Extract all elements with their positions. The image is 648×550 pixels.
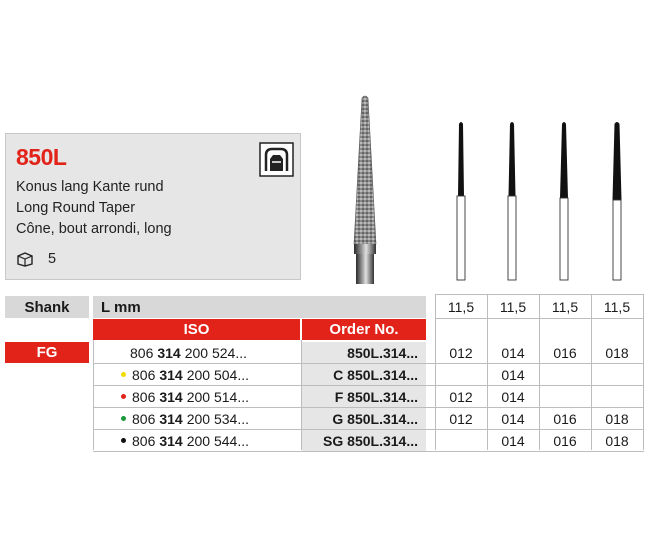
- iso-number: 806 314 200 534...: [121, 408, 249, 429]
- size-cell: 012: [449, 410, 473, 427]
- iso-number: 806 314 200 514...: [121, 386, 249, 407]
- iso-number: 806 314 200 524...: [130, 344, 247, 361]
- order-number: G 850L.314...: [302, 408, 426, 429]
- size-cell: 016: [553, 410, 577, 427]
- table-row: [0, 386, 648, 407]
- pack-quantity-value: 5: [48, 251, 57, 267]
- length-value: 11,5: [603, 298, 631, 315]
- table-row: [0, 364, 648, 385]
- table-row: [0, 408, 648, 429]
- table-row: [0, 430, 648, 451]
- grit-color-dot: [121, 438, 126, 443]
- iso-header: ISO: [93, 319, 300, 340]
- size-cell: 018: [605, 410, 629, 427]
- size-cell: 012: [449, 344, 473, 361]
- table-row: [0, 342, 648, 363]
- order-number: SG 850L.314...: [302, 430, 426, 451]
- size-cell: 016: [553, 344, 577, 361]
- iso-number: 806 314 200 504...: [121, 364, 249, 385]
- name-german: Konus lang Kante rund: [16, 179, 164, 195]
- size-cell: 014: [501, 432, 525, 449]
- size-cell: [592, 364, 642, 385]
- size-cell: [540, 386, 590, 407]
- length-value: 11,5: [499, 298, 527, 315]
- grit-color-dot: [121, 394, 126, 399]
- size-cell: 016: [553, 432, 577, 449]
- size-cell: 018: [605, 432, 629, 449]
- grit-color-dot: [121, 416, 126, 421]
- size-cell: [436, 364, 486, 385]
- grit-color-dot: [121, 372, 126, 377]
- length-header: L mm: [93, 296, 426, 318]
- iso-number: 806 314 200 544...: [121, 430, 249, 451]
- order-number: F 850L.314...: [302, 386, 426, 407]
- order-number: C 850L.314...: [302, 364, 426, 385]
- size-cell: [592, 386, 642, 407]
- order-number-header: Order No.: [302, 319, 426, 340]
- size-cell: 012: [449, 388, 473, 405]
- name-english: Long Round Taper: [16, 200, 136, 216]
- length-value: 11,5: [551, 298, 579, 315]
- size-cell: 018: [605, 344, 629, 361]
- order-number: 850L.314...: [302, 342, 426, 363]
- size-cell: 014: [501, 344, 525, 361]
- size-cell: 014: [501, 388, 525, 405]
- size-cell: 014: [501, 366, 525, 383]
- size-cell: [540, 364, 590, 385]
- size-cell: [436, 430, 486, 451]
- name-french: Cône, bout arrondi, long: [16, 221, 172, 237]
- length-value: 11,5: [447, 298, 475, 315]
- product-code: 850L: [16, 144, 67, 170]
- size-cell: 014: [501, 410, 525, 427]
- shank-type-fg: FG: [5, 342, 89, 363]
- shank-header: Shank: [5, 296, 89, 318]
